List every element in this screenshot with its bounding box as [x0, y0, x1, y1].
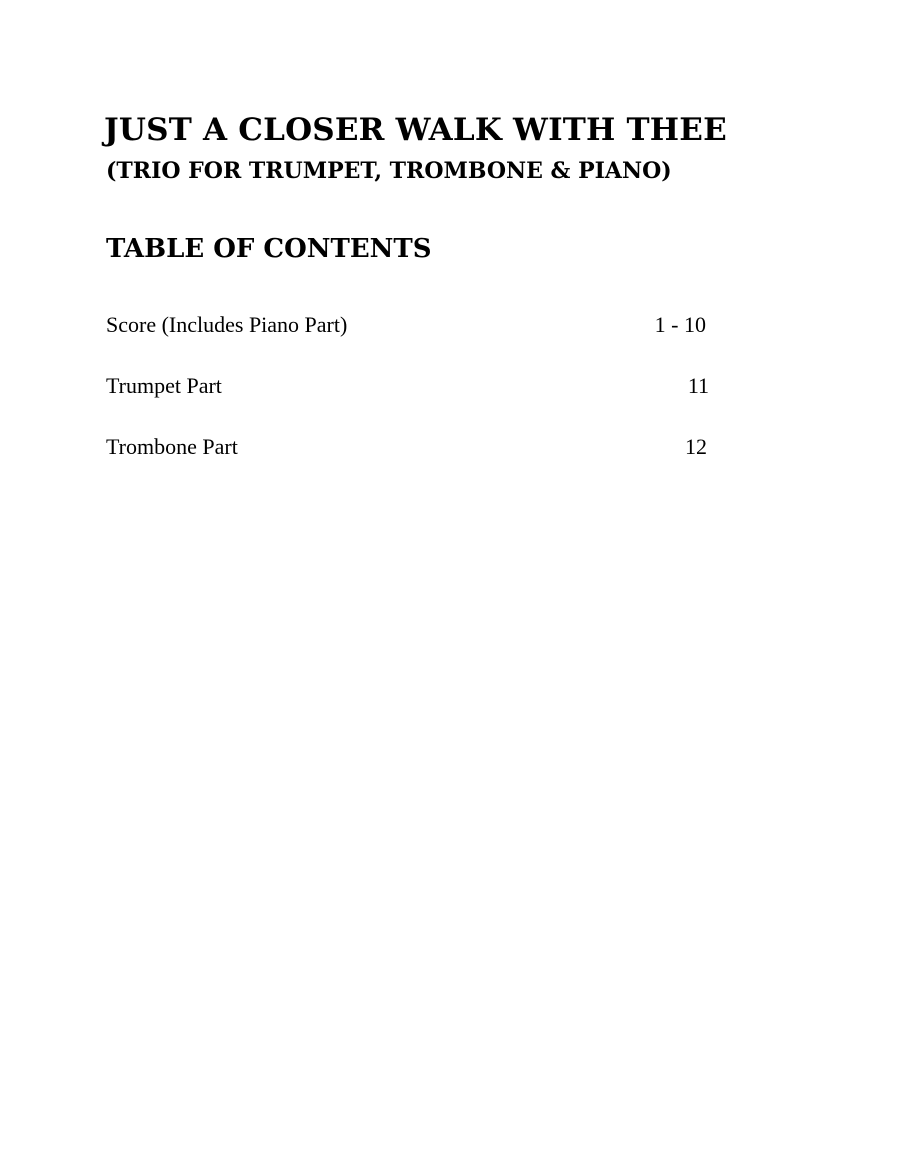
toc-entry-label: Score (Includes Piano Part): [106, 312, 348, 337]
document-subtitle: (TRIO FOR TRUMPET, TROMBONE & PIANO): [106, 158, 672, 184]
toc-entry-trumpet-part: [106, 371, 710, 401]
table-of-contents-heading: TABLE OF CONTENTS: [106, 234, 432, 264]
toc-entry-label: Trumpet Part: [106, 373, 222, 398]
document-title: JUST A CLOSER WALK WITH THEE: [104, 112, 727, 148]
toc-entry-trombone-part: [106, 432, 710, 462]
toc-entry-pages: 11: [687, 373, 709, 398]
toc-entry-label: Trombone Part: [106, 434, 238, 459]
toc-entry-pages: 12: [685, 434, 707, 459]
toc-entry-pages: 1 - 10: [654, 312, 706, 337]
toc-entry-score: [106, 310, 710, 340]
